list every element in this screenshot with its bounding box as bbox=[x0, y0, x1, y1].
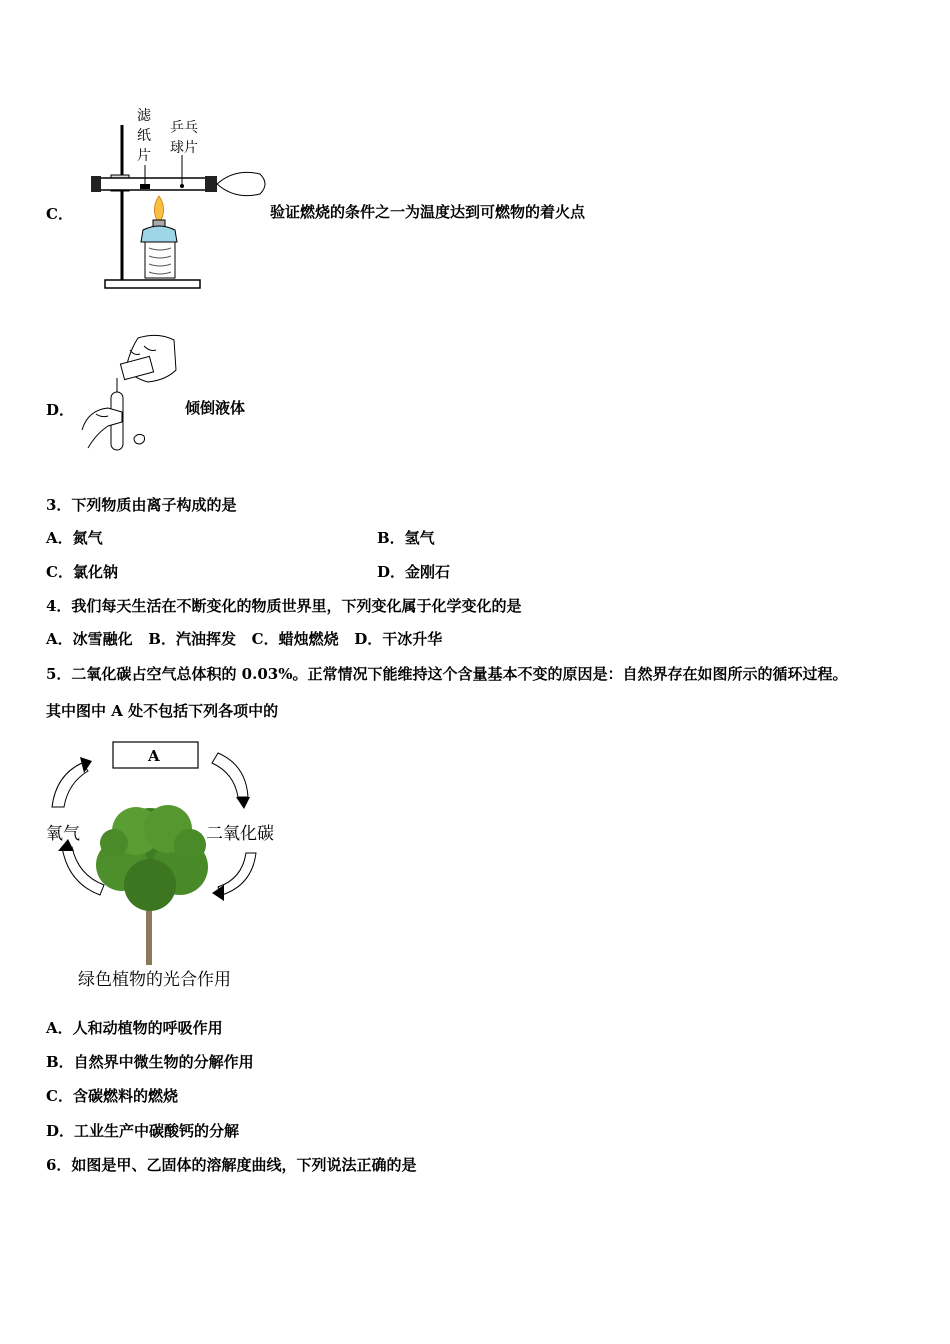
q3-option-b: B．氢气 bbox=[377, 529, 435, 547]
q5-option-d: D．工业生产中碳酸钙的分解 bbox=[46, 1122, 240, 1140]
option-d-letter: D． bbox=[46, 401, 75, 419]
q3-stem: 3．下列物质由离子构成的是 bbox=[46, 496, 237, 514]
filter-paper-label-2: 纸 bbox=[137, 128, 151, 144]
option-c-letter: C． bbox=[46, 205, 73, 223]
q5-stem-line2: 其中图中 A 处不包括下列各项中的 bbox=[46, 702, 279, 720]
pingpong-label-1: 乒乓 bbox=[170, 120, 198, 136]
co2-label: 二氧化碳 bbox=[206, 824, 274, 844]
filter-paper-label-3: 片 bbox=[137, 148, 151, 164]
q5-option-a: A．人和动植物的呼吸作用 bbox=[46, 1019, 223, 1037]
q3-option-a: A．氮气 bbox=[46, 529, 103, 547]
box-a-label: A bbox=[148, 747, 160, 765]
photosynthesis-label: 绿色植物的光合作用 bbox=[78, 970, 231, 990]
q6-stem: 6．如图是甲、乙固体的溶解度曲线，下列说法正确的是 bbox=[46, 1156, 417, 1174]
q5-option-b: B．自然界中微生物的分解作用 bbox=[46, 1053, 254, 1071]
oxygen-label: 氧气 bbox=[46, 824, 80, 844]
pingpong-label-2: 球片 bbox=[170, 140, 198, 156]
q5-stem-line1: 5．二氧化碳占空气总体积的 0.03%。正常情况下能维持这个含量基本不变的原因是：自然界存在如图所示的循环过程。 bbox=[46, 665, 848, 683]
q5-option-c: C．含碳燃料的燃烧 bbox=[46, 1087, 178, 1105]
q3-option-c: C．氯化钠 bbox=[46, 563, 118, 581]
q4-stem: 4．我们每天生活在不断变化的物质世界里，下列变化属于化学变化的是 bbox=[46, 597, 522, 615]
filter-paper-label-1: 滤 bbox=[137, 108, 151, 124]
tree-icon bbox=[96, 805, 208, 911]
q3-option-d: D．金刚石 bbox=[377, 563, 451, 581]
q4-options: A．冰雪融化 B．汽油挥发 C．蜡烛燃烧 D．干冰升华 bbox=[46, 630, 443, 648]
heating-apparatus-figure bbox=[85, 100, 275, 295]
option-d-text: 倾倒液体 bbox=[185, 399, 246, 417]
carbon-cycle-figure bbox=[40, 735, 290, 995]
option-c-text: 验证燃烧的条件之一为温度达到可燃物的着火点 bbox=[270, 203, 586, 221]
pouring-liquid-figure bbox=[78, 330, 183, 455]
